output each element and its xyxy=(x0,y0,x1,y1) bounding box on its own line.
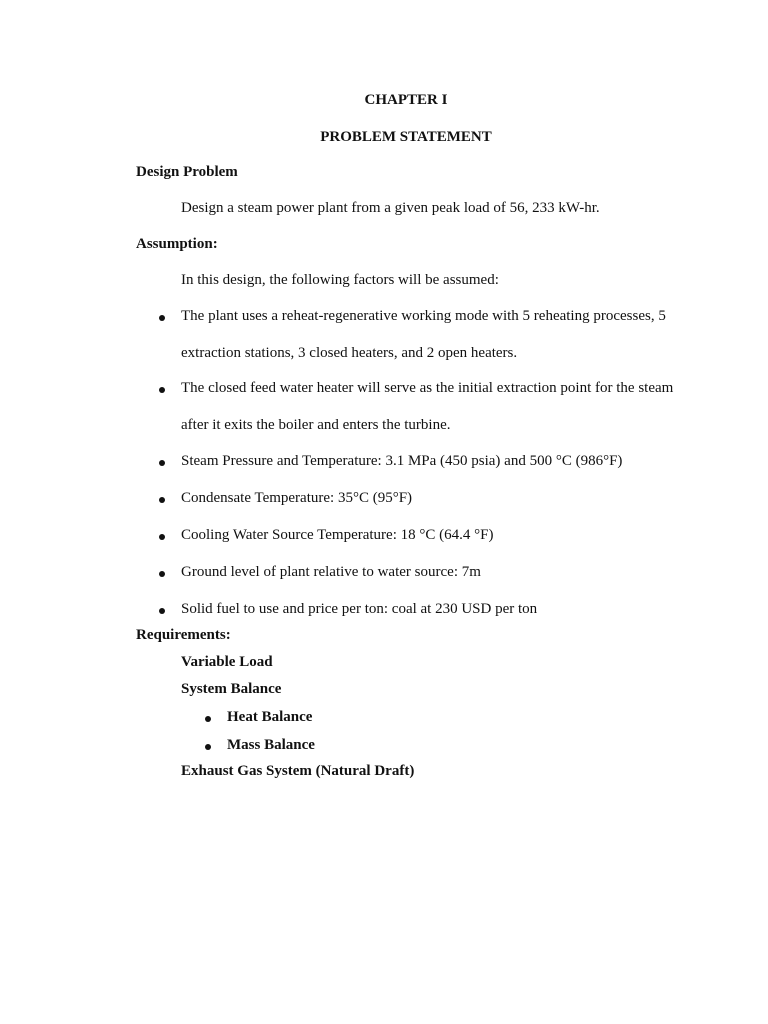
bullet-icon xyxy=(159,497,165,503)
list-item-text: The plant uses a reheat-regenerative working mode with 5 reheating processes, 5 xyxy=(181,308,666,324)
list-item-text-continued: extraction stations, 3 closed heaters, and 2 open heaters. xyxy=(181,345,518,361)
page-title: PROBLEM STATEMENT xyxy=(320,129,492,145)
list-item-text: Cooling Water Source Temperature: 18 °C (64.4 °F) xyxy=(181,527,494,543)
requirement-exhaust-gas: Exhaust Gas System (Natural Draft) xyxy=(181,763,415,779)
assumption-intro: In this design, the following factors will be assumed: xyxy=(181,272,499,288)
requirement-system-balance: System Balance xyxy=(181,681,282,697)
list-item-text: Heat Balance xyxy=(227,709,313,725)
list-item-text-continued: after it exits the boiler and enters the turbine. xyxy=(181,417,451,433)
bullet-icon xyxy=(159,608,165,614)
list-item-text: Condensate Temperature: 35°C (95°F) xyxy=(181,490,413,506)
bullet-icon xyxy=(159,571,165,577)
bullet-icon xyxy=(205,744,211,750)
assumption-heading: Assumption: xyxy=(136,236,218,252)
design-problem-text: Design a steam power plant from a given peak load of 56, 233 kW-hr. xyxy=(181,200,600,216)
list-item-text: Steam Pressure and Temperature: 3.1 MPa (450 psia) and 500 °C (986°F) xyxy=(181,453,623,469)
list-item-text: Mass Balance xyxy=(227,737,315,753)
requirements-heading: Requirements: xyxy=(136,627,231,643)
design-problem-heading: Design Problem xyxy=(136,164,238,180)
requirement-variable-load: Variable Load xyxy=(181,654,273,670)
bullet-icon xyxy=(159,387,165,393)
list-item-text: The closed feed water heater will serve as the initial extraction point for the steam xyxy=(181,380,674,396)
list-item-text: Ground level of plant relative to water source: 7m xyxy=(181,564,481,580)
chapter-heading: CHAPTER I xyxy=(364,92,448,108)
bullet-icon xyxy=(205,716,211,722)
bullet-icon xyxy=(159,460,165,466)
bullet-icon xyxy=(159,315,165,321)
list-item-text: Solid fuel to use and price per ton: coal at 230 USD per ton xyxy=(181,601,538,617)
bullet-icon xyxy=(159,534,165,540)
